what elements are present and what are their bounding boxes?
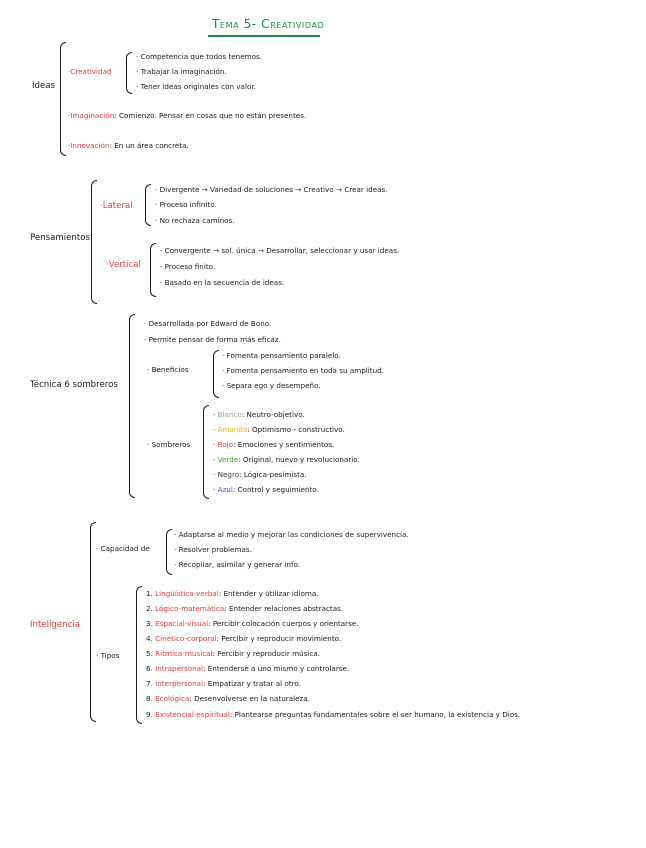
tipo-item: 3. Espacial-visual: Percibir colocación cuerpos y orientarse.: [146, 619, 359, 628]
sombreros-label: · Sombreros: [147, 440, 191, 449]
vertical-label: ·Vertical: [106, 260, 141, 270]
vertical-item: · Proceso finito.: [160, 262, 216, 271]
beneficios-bracket: [213, 350, 219, 398]
ideas-label: Ideas: [32, 81, 56, 91]
tipo-item: 7. Interpersonal: Empatizar y tratar al otro.: [146, 679, 301, 688]
capacidad-label: · Capacidad de: [96, 544, 150, 553]
sombreros-bracket: [203, 405, 209, 499]
sombrero-blanco: · Blanco: Neutro-objetivo.: [213, 410, 305, 419]
beneficios-item: · Fomenta pensamiento en toda su amplitud.: [222, 366, 385, 375]
tipos-bracket: [136, 586, 142, 724]
sombrero-amarillo: · Amarillo: Optimismo - constructivo.: [213, 425, 345, 434]
beneficios-label: · Beneficios: [147, 365, 189, 374]
sombrero-negro: · Negro: Lógica-pesimista.: [213, 470, 307, 479]
beneficios-item: · Fomenta pensamiento paralelo.: [222, 351, 341, 360]
innovacion-row: ·Innovación: En un área concreta.: [68, 141, 189, 150]
lateral-item: · No rechaza caminos.: [155, 216, 235, 225]
sombrero-verde: · Verde: Original, nuevo y revolucionario.: [213, 455, 360, 464]
sombrero-azul: · Azul: Control y seguimiento.: [213, 485, 319, 494]
innovacion-label: Innovación: [70, 141, 110, 150]
title-underline: [208, 35, 320, 37]
beneficios-item: · Separa ego y desempeño.: [222, 381, 321, 390]
creatividad-bracket: [126, 52, 132, 94]
creatividad-item: · Trabajar la imaginación.: [136, 67, 227, 76]
tipos-label: · Tipos: [96, 651, 120, 660]
tipo-item: 6. Intrapersonal: Entenderse a uno mismo y controlarse.: [146, 664, 350, 673]
vertical-item: · Basado en la secuencia de ideas.: [160, 278, 285, 287]
tipo-item: 5. Rítmica-musical: Percibir y reproducir música.: [146, 649, 321, 658]
capacidad-item: · Resolver problemas.: [174, 545, 252, 554]
creatividad-label: ·Creatividad: [68, 67, 112, 76]
imaginacion-row: ·Imaginación: Comienzo. Pensar en cosas que no están presentes.: [68, 111, 307, 120]
ideas-bracket: [60, 42, 66, 156]
creatividad-item: · Tener ideas originales con valor.: [136, 82, 256, 91]
capacidad-item: · Recopilar, asimilar y generar info.: [174, 560, 301, 569]
tecnica-label: Técnica 6 sombreros: [30, 380, 118, 390]
capacidad-bracket: [166, 529, 172, 575]
page-title: Tema 5- Creatividad: [212, 17, 325, 31]
tipo-item: 1. Lingüística-verbal: Entender y utilizar idioma.: [146, 589, 319, 598]
capacidad-item: · Adaptarse al medio y mejorar las condiciones de supervivencia.: [174, 530, 409, 539]
lateral-bracket: [145, 184, 151, 226]
vertical-bracket: [150, 243, 156, 297]
pensamientos-bracket: [91, 180, 97, 304]
tipo-item: 8. Ecológica: Desenvolverse en la naturaleza.: [146, 694, 310, 703]
vertical-item: · Convergente → sol. única → Desarrollar, seleccionar y usar ideas.: [160, 246, 400, 255]
lateral-item: · Proceso infinito.: [155, 200, 217, 209]
sombrero-rojo: · Rojo: Emociones y sentimientos.: [213, 440, 335, 449]
tipo-item: 2. Lógico-matemática: Entender relaciones abstractas.: [146, 604, 344, 613]
tecnica-item: · Desarrollada por Edward de Bono.: [144, 319, 272, 328]
pensamientos-label: Pensamientos: [30, 233, 90, 243]
creatividad-item: · Competencia que todos tenemos.: [136, 52, 263, 61]
inteligencia-label: Inteligencia: [30, 620, 80, 630]
tipo-item: 4. Cinético-corporal: Percibir y reproducir movimiento.: [146, 634, 342, 643]
tecnica-bracket: [129, 314, 135, 498]
imaginacion-label: Imaginación: [70, 111, 115, 120]
lateral-label: ·Lateral: [100, 201, 133, 211]
lateral-item: · Divergente → Variedad de soluciones → Creativo → Crear ideas.: [155, 185, 388, 194]
tipo-item: 9. Existencial-espiritual: Plantearse preguntas fundamentales sobre el ser humano, la existencia y Dios.: [146, 710, 521, 719]
tecnica-item: · Permite pensar de forma más eficaz.: [144, 335, 281, 344]
